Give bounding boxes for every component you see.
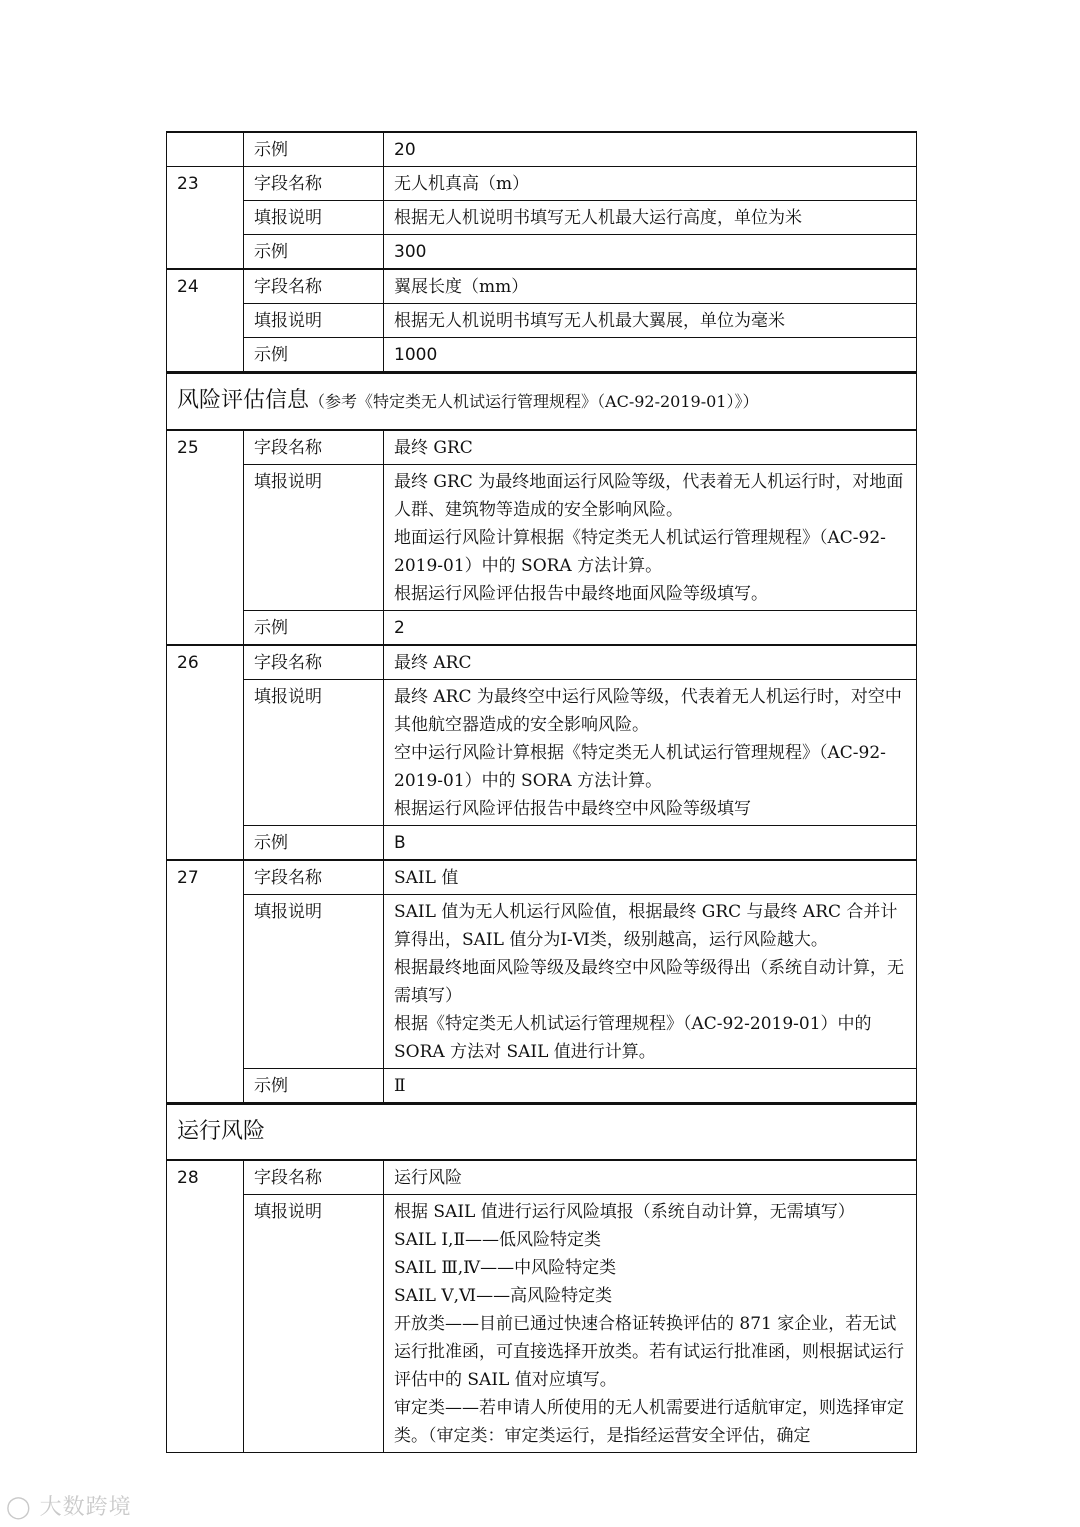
label-cell: 示例 — [244, 235, 384, 270]
section-title: 运行风险 — [167, 1104, 917, 1161]
instruction-paragraph: 最终 GRC 为最终地面运行风险等级，代表着无人机运行时，对地面人群、建筑物等造成的安全影响风险。 — [394, 472, 904, 520]
instructions-value: 根据无人机说明书填写无人机最大运行高度，单位为米 — [384, 201, 917, 235]
table-row — [167, 465, 917, 611]
instruction-paragraph: 地面运行风险计算根据《特定类无人机试运行管理规程》（AC-92-2019-01）中的 SORA 方法计算。 — [394, 528, 886, 576]
label-cell: 填报说明 — [244, 895, 384, 1069]
field-number: 23 — [167, 167, 244, 270]
table-row — [167, 430, 917, 465]
instruction-paragraph: 根据 SAIL 值进行运行风险填报（系统自动计算，无需填写） — [394, 1202, 855, 1222]
instruction-paragraph: 空中运行风险计算根据《特定类无人机试运行管理规程》（AC-92-2019-01）中的 SORA 方法计算。 — [394, 743, 886, 791]
watermark-text: 大数跨境 — [39, 1495, 132, 1520]
field-spec-table — [166, 131, 917, 1453]
instructions-value — [384, 680, 917, 826]
table-row — [167, 1069, 917, 1104]
field-number: 27 — [167, 860, 244, 1104]
field-name-value: 翼展长度（mm） — [384, 269, 917, 304]
example-value: 300 — [384, 235, 917, 270]
instruction-paragraph: SAIL Ⅲ,Ⅳ——中风险特定类 — [394, 1258, 617, 1278]
table-row — [167, 895, 917, 1069]
instruction-paragraph: 根据运行风险评估报告中最终地面风险等级填写。 — [394, 584, 768, 604]
field-name-value: SAIL 值 — [384, 860, 917, 895]
label-cell: 填报说明 — [244, 304, 384, 338]
section-title — [167, 373, 917, 431]
instruction-paragraph: SAIL Ⅰ,Ⅱ——低风险特定类 — [394, 1230, 602, 1250]
field-name-value: 运行风险 — [384, 1160, 917, 1195]
table-row — [167, 826, 917, 861]
example-value: 20 — [384, 132, 917, 167]
table-row — [167, 201, 917, 235]
table-row — [167, 611, 917, 646]
instructions-value — [384, 895, 917, 1069]
field-number: 24 — [167, 269, 244, 373]
table-row — [167, 304, 917, 338]
instructions-value — [384, 1195, 917, 1453]
table-row — [167, 269, 917, 304]
table-row — [167, 860, 917, 895]
table-row — [167, 167, 917, 201]
table-row — [167, 132, 917, 167]
instruction-paragraph: SAIL Ⅴ,Ⅵ——高风险特定类 — [394, 1286, 613, 1306]
label-cell: 字段名称 — [244, 269, 384, 304]
section-header-row — [167, 1104, 917, 1161]
label-cell: 示例 — [244, 338, 384, 373]
field-number: 25 — [167, 430, 244, 645]
label-cell: 字段名称 — [244, 1160, 384, 1195]
field-name-value: 最终 GRC — [384, 430, 917, 465]
watermark-icon: ◯ — [6, 1495, 32, 1520]
example-value: Ⅱ — [384, 1069, 917, 1104]
section-header-row — [167, 373, 917, 431]
field-name-value: 无人机真高（m） — [384, 167, 917, 201]
label-cell: 字段名称 — [244, 430, 384, 465]
watermark-logo — [6, 1490, 132, 1521]
instruction-paragraph: SAIL 值为无人机运行风险值，根据最终 GRC 与最终 ARC 合并计算得出，SAIL 值分为Ⅰ-Ⅵ类，级别越高，运行风险越大。 — [394, 902, 898, 950]
field-name-value: 最终 ARC — [384, 645, 917, 680]
label-cell: 填报说明 — [244, 465, 384, 611]
field-number: 26 — [167, 645, 244, 860]
instruction-paragraph: 审定类——若申请人所使用的无人机需要进行适航审定，则选择审定类。（审定类：审定类运行，是指经运营安全评估，确定 — [394, 1398, 904, 1446]
example-value: 1000 — [384, 338, 917, 373]
label-cell: 字段名称 — [244, 167, 384, 201]
field-number: 28 — [167, 1160, 244, 1453]
instruction-paragraph: 最终 ARC 为最终空中运行风险等级，代表着无人机运行时，对空中其他航空器造成的安全影响风险。 — [394, 687, 902, 735]
table-row — [167, 645, 917, 680]
label-cell: 示例 — [244, 826, 384, 861]
number-cell — [167, 132, 244, 167]
instructions-value: 根据无人机说明书填写无人机最大翼展，单位为毫米 — [384, 304, 917, 338]
label-cell: 示例 — [244, 611, 384, 646]
table-row — [167, 680, 917, 826]
table-row — [167, 235, 917, 270]
example-value: B — [384, 826, 917, 861]
label-cell: 示例 — [244, 132, 384, 167]
label-cell: 示例 — [244, 1069, 384, 1104]
table-row — [167, 1160, 917, 1195]
table-row — [167, 338, 917, 373]
instruction-paragraph: 开放类——目前已通过快速合格证转换评估的 871 家企业，若无试运行批准函，可直接选择开放类。若有试运行批准函，则根据试运行评估中的 SAIL 值对应填写。 — [394, 1314, 904, 1390]
label-cell: 填报说明 — [244, 201, 384, 235]
section-title-text: 风险评估信息 — [177, 388, 310, 413]
table-row — [167, 1195, 917, 1453]
instruction-paragraph: 根据运行风险评估报告中最终空中风险等级填写 — [394, 799, 751, 819]
label-cell: 字段名称 — [244, 860, 384, 895]
label-cell: 字段名称 — [244, 645, 384, 680]
label-cell: 填报说明 — [244, 1195, 384, 1453]
label-cell: 填报说明 — [244, 680, 384, 826]
instruction-paragraph: 根据最终地面风险等级及最终空中风险等级得出（系统自动计算，无需填写） — [394, 958, 904, 1006]
instruction-paragraph: 根据《特定类无人机试运行管理规程》（AC-92-2019-01）中的 SORA 方法对 SAIL 值进行计算。 — [394, 1014, 872, 1062]
section-subtitle: （参考《特定类无人机试运行管理规程》（AC-92-2019-01）》） — [309, 392, 759, 411]
instructions-value — [384, 465, 917, 611]
example-value: 2 — [384, 611, 917, 646]
